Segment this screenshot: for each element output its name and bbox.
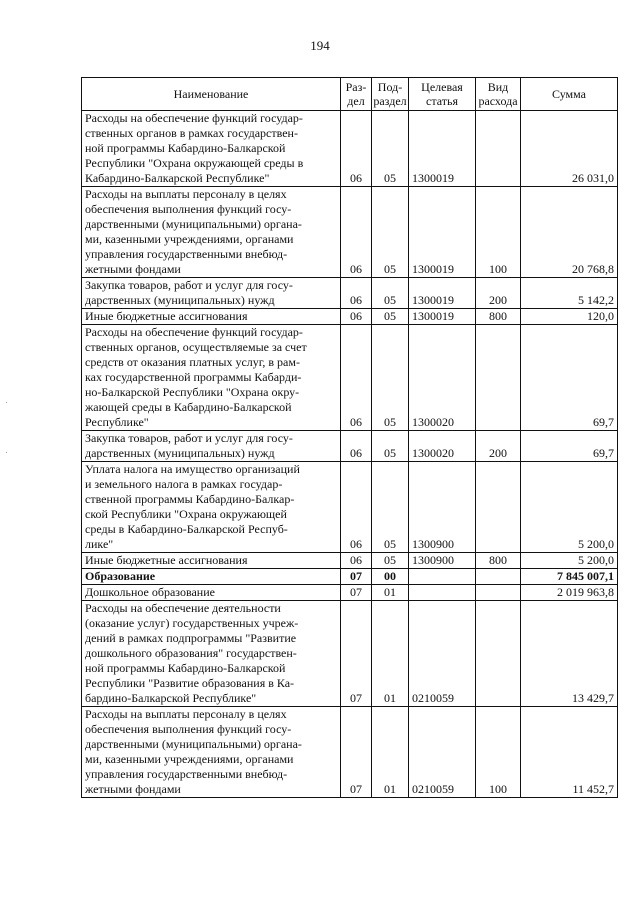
table-row xyxy=(82,569,618,585)
row-kind: 800 xyxy=(476,553,521,569)
row-target: 1300019 xyxy=(409,187,476,278)
row-sum: 69,7 xyxy=(521,325,618,431)
row-sum: 120,0 xyxy=(521,309,618,325)
row-name: Закупка товаров, работ и услуг для госу- дарственных (муниципальных) нужд xyxy=(82,278,341,309)
row-section: 06 xyxy=(341,111,372,187)
row-kind xyxy=(476,111,521,187)
row-subsection: 01 xyxy=(372,585,409,601)
row-section: 07 xyxy=(341,585,372,601)
row-section: 06 xyxy=(341,309,372,325)
row-kind: 800 xyxy=(476,309,521,325)
row-section: 07 xyxy=(341,601,372,707)
header-kind: Вид расхода xyxy=(476,78,521,111)
row-sum: 11 452,7 xyxy=(521,707,618,798)
row-section: 06 xyxy=(341,325,372,431)
row-section: 07 xyxy=(341,707,372,798)
row-subsection: 05 xyxy=(372,553,409,569)
row-name: Иные бюджетные ассигнования xyxy=(82,309,341,325)
header-subsection: Под- раздел xyxy=(372,78,409,111)
row-kind xyxy=(476,462,521,553)
table-header-row xyxy=(82,78,618,111)
row-sum: 5 200,0 xyxy=(521,462,618,553)
row-sum: 5 142,2 xyxy=(521,278,618,309)
row-target: 1300019 xyxy=(409,111,476,187)
table-row xyxy=(82,187,618,278)
row-name: Расходы на выплаты персоналу в целях обеспечения выполнения функций госу- дарственными (муниципальными) органа- ми, казенными учреждениями, органами управления государственными внебюд- жетными фондами xyxy=(82,187,341,278)
row-sum: 2 019 963,8 xyxy=(521,585,618,601)
table-row xyxy=(82,601,618,707)
row-target: 1300020 xyxy=(409,325,476,431)
row-subsection: 05 xyxy=(372,187,409,278)
page-number: 194 xyxy=(310,38,330,53)
table-row xyxy=(82,431,618,462)
row-sum: 5 200,0 xyxy=(521,553,618,569)
row-subsection: 05 xyxy=(372,431,409,462)
row-name: Иные бюджетные ассигнования xyxy=(82,553,341,569)
row-target: 1300020 xyxy=(409,431,476,462)
row-kind: 200 xyxy=(476,431,521,462)
row-subsection: 01 xyxy=(372,601,409,707)
row-section: 06 xyxy=(341,553,372,569)
table-row xyxy=(82,462,618,553)
row-target xyxy=(409,569,476,585)
header-name: Наименование xyxy=(82,78,341,111)
margin-mark xyxy=(6,402,7,403)
row-sum: 7 845 007,1 xyxy=(521,569,618,585)
row-name: Расходы на выплаты персоналу в целях обеспечения выполнения функций госу- дарственными (муниципальными) органа- ми, казенными учреждениями, органами управления государственными внебюд- жетными фондами xyxy=(82,707,341,798)
row-name: Закупка товаров, работ и услуг для госу- дарственных (муниципальных) нужд xyxy=(82,431,341,462)
row-kind: 100 xyxy=(476,707,521,798)
header-target: Целевая статья xyxy=(409,78,476,111)
table-row xyxy=(82,278,618,309)
row-name: Расходы на обеспечение функций государ- ственных органов, осуществляемые за счет средств от оказания платных услуг, в рам- ках государственной программы Кабарди- но-Балкарской Республики "Охрана окру- жающей среды в Кабардино-Балкарской Республике" xyxy=(82,325,341,431)
header-section: Раз- дел xyxy=(341,78,372,111)
header-sum: Сумма xyxy=(521,78,618,111)
row-kind: 200 xyxy=(476,278,521,309)
row-subsection: 05 xyxy=(372,325,409,431)
row-kind xyxy=(476,601,521,707)
row-subsection: 05 xyxy=(372,111,409,187)
table-row xyxy=(82,325,618,431)
row-target: 1300019 xyxy=(409,278,476,309)
row-kind: 100 xyxy=(476,187,521,278)
row-target: 0210059 xyxy=(409,601,476,707)
row-sum: 20 768,8 xyxy=(521,187,618,278)
table-row xyxy=(82,553,618,569)
row-kind xyxy=(476,569,521,585)
row-section: 06 xyxy=(341,431,372,462)
row-target: 1300900 xyxy=(409,462,476,553)
row-name: Расходы на обеспечение деятельности (оказание услуг) государственных учреж- дений в рамках подпрограммы "Развитие дошкольного образования" государствен- ной программы Кабардино-Балкарской Республики "Развитие образования в Ка- бардино-Балкарской Республике" xyxy=(82,601,341,707)
table-row xyxy=(82,111,618,187)
row-sum: 13 429,7 xyxy=(521,601,618,707)
budget-table xyxy=(81,77,618,798)
row-subsection: 01 xyxy=(372,707,409,798)
row-subsection: 00 xyxy=(372,569,409,585)
row-sum: 69,7 xyxy=(521,431,618,462)
margin-mark xyxy=(6,452,7,453)
row-target: 1300900 xyxy=(409,553,476,569)
row-section: 06 xyxy=(341,187,372,278)
row-name: Уплата налога на имущество организаций и земельного налога в рамках государ- ственной программы Кабардино-Балкар- ской Республики "Охрана окружающей среды в Кабардино-Балкарской Респуб- лике" xyxy=(82,462,341,553)
row-section: 06 xyxy=(341,278,372,309)
row-subsection: 05 xyxy=(372,462,409,553)
row-target xyxy=(409,585,476,601)
row-name: Образование xyxy=(82,569,341,585)
row-section: 06 xyxy=(341,462,372,553)
row-target: 0210059 xyxy=(409,707,476,798)
row-name: Дошкольное образование xyxy=(82,585,341,601)
row-kind xyxy=(476,325,521,431)
row-subsection: 05 xyxy=(372,309,409,325)
table-row xyxy=(82,707,618,798)
table-row xyxy=(82,309,618,325)
table-row xyxy=(82,585,618,601)
row-sum: 26 031,0 xyxy=(521,111,618,187)
row-section: 07 xyxy=(341,569,372,585)
row-subsection: 05 xyxy=(372,278,409,309)
row-kind xyxy=(476,585,521,601)
row-name: Расходы на обеспечение функций государ- ственных органов в рамках государствен- ной программы Кабардино-Балкарской Республики "Охрана окружающей среды в Кабардино-Балкарской Республике" xyxy=(82,111,341,187)
row-target: 1300019 xyxy=(409,309,476,325)
